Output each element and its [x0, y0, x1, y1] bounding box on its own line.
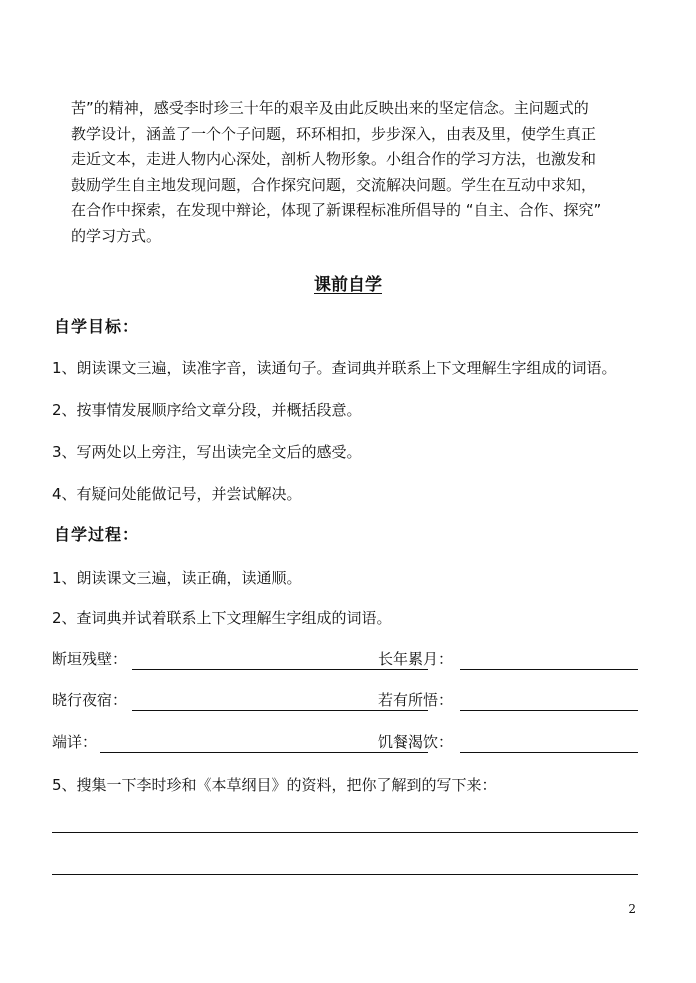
goals-heading: 自学目标： [54, 317, 140, 336]
vocab-label: 长年累月： [378, 650, 454, 668]
goal-item: 2、按事情发展顺序给文章分段，并概括段意。 [52, 401, 362, 419]
answer-line[interactable] [52, 832, 638, 833]
intro-paragraph [71, 96, 641, 249]
vocab-label: 晓行夜宿： [52, 691, 128, 709]
intro-line: 苦”的精神，感受李时珍三十年的艰辛及由此反映出来的坚定信念。主问题式的 [71, 99, 589, 117]
intro-line: 在合作中探索，在发现中辩论，体现了新课程标准所倡导的 “自主、合作、探究” [71, 201, 602, 219]
page-number: 2 [628, 902, 636, 916]
vocab-label: 断垣残壁： [52, 650, 128, 668]
goal-item: 3、写两处以上旁注，写出读完全文后的感受。 [52, 443, 362, 461]
goal-item: 4、有疑问处能做记号，并尝试解决。 [52, 485, 302, 503]
answer-blank[interactable] [132, 710, 428, 711]
answer-line[interactable] [52, 874, 638, 875]
answer-blank[interactable] [460, 669, 638, 670]
vocab-row [52, 689, 642, 713]
process-item: 2、查词典并试着联系上下文理解生字组成的词语。 [52, 609, 392, 627]
goal-item: 1、朗读课文三遍，读准字音，读通句子。查词典并联系上下文理解生字组成的词语。 [52, 359, 617, 377]
intro-line: 教学设计，涵盖了一个个子问题，环环相扣，步步深入，由表及里，使学生真正 [71, 124, 597, 143]
process-item: 1、朗读课文三遍，读正确，读通顺。 [52, 569, 302, 587]
vocab-label: 端详： [52, 733, 98, 751]
answer-blank[interactable] [460, 710, 638, 711]
section-title: 课前自学 [314, 275, 382, 295]
vocab-label: 若有所悟： [378, 691, 454, 709]
intro-line: 走近文本，走进人物内心深处，剖析人物形象。小组合作的学习方法，也激发和 [71, 150, 597, 168]
process-heading: 自学过程： [54, 525, 140, 544]
answer-blank[interactable] [100, 752, 428, 753]
intro-line: 的学习方式。 [71, 226, 162, 245]
vocab-row [52, 731, 642, 755]
process-item-5: 5、搜集一下李时珍和《本草纲目》的资料，把你了解到的写下来： [52, 776, 497, 794]
vocab-label: 饥餐渴饮： [378, 733, 454, 751]
vocab-row [52, 648, 642, 672]
intro-line: 鼓励学生自主地发现问题，合作探究问题，交流解决问题。学生在互动中求知， [71, 175, 597, 194]
answer-blank[interactable] [132, 669, 428, 670]
answer-blank[interactable] [460, 752, 638, 753]
